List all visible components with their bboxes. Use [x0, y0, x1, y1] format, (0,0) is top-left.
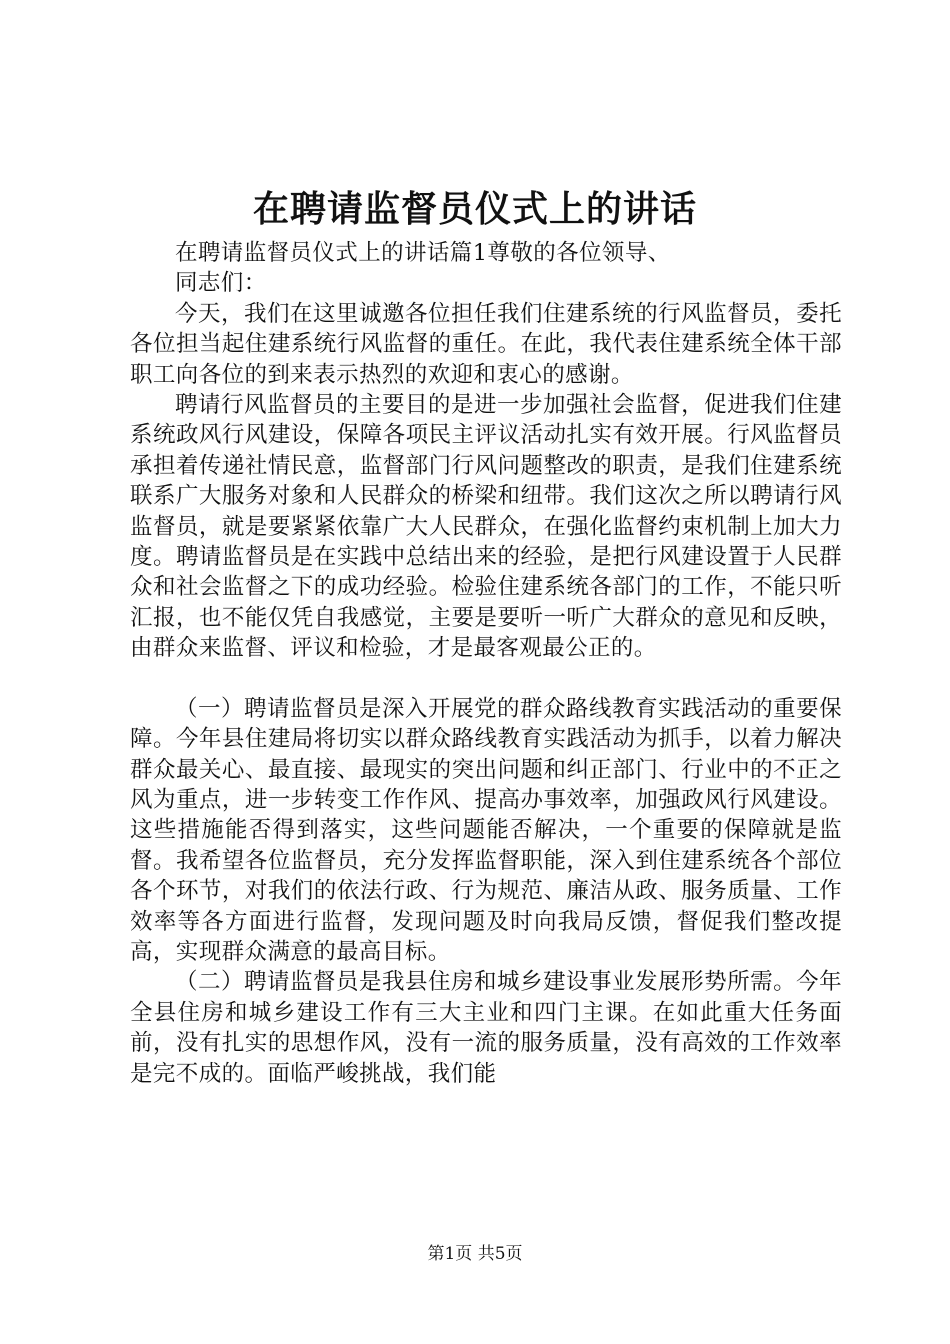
paragraph-welcome: 今天，我们在这里诚邀各位担任我们住建系统的行风监督员，委托各位担当起住建系统行风监督的重任。在此，我代表住建系统全体干部职工向各位的到来表示热烈的欢迎和衷心的感谢。 — [130, 300, 842, 388]
page-number-footer: 第1页 共5页 — [427, 1244, 523, 1264]
paragraph-salutation: 同志们： — [175, 270, 267, 297]
paragraph-purpose: 聘请行风监督员的主要目的是进一步加强社会监督，促进我们住建系统政风行风建设，保障各项民主评议活动扎实有效开展。行风监督员承担着传递社情民意，监督部门行风问题整改的职责，是我们住建系统联系广大服务对象和人民群众的桥梁和纽带。我们这次之所以聘请行风监督员，就是要紧紧依靠广大人民群众，在强化监督约束机制上加大力度。聘请监督员是在实践中总结出来的经验，是把行风建设置于人民群众和社会监督之下的成功经验。检验住建系统各部门的工作，不能只听汇报，也不能仅凭自我感觉，主要是要听一听广大群众的意见和反映，由群众来监督、评议和检验，才是最客观最公正的。 — [130, 392, 842, 662]
paragraph-heading-line: 在聘请监督员仪式上的讲话篇1尊敬的各位领导、 — [175, 240, 671, 266]
paragraph-point-one: （一）聘请监督员是深入开展党的群众路线教育实践活动的重要保障。今年县住建局将切实以群众路线教育实践活动为抓手，以着力解决群众最关心、最直接、最现实的突出问题和纠正部门、行业中的不正之风为重点，进一步转变工作作风、提高办事效率，加强政风行风建设。这些措施能否得到落实，这些问题能否解决，一个重要的保障就是监督。我希望各位监督员，充分发挥监督职能，深入到住建系统各个部位各个环节，对我们的依法行政、行为规范、廉洁从政、服务质量、工作效率等各方面进行监督，发现问题及时向我局反馈，督促我们整改提高，实现群众满意的最高目标。 — [130, 695, 842, 965]
paragraph-point-two: （二）聘请监督员是我县住房和城乡建设事业发展形势所需。今年全县住房和城乡建设工作有三大主业和四门主课。在如此重大任务面前，没有扎实的思想作风，没有一流的服务质量，没有高效的工作效率是完不成的。面临严峻挑战，我们能 — [130, 969, 842, 1087]
document-body — [130, 238, 842, 1089]
document-title: 在聘请监督员仪式上的讲话 — [252, 188, 697, 230]
